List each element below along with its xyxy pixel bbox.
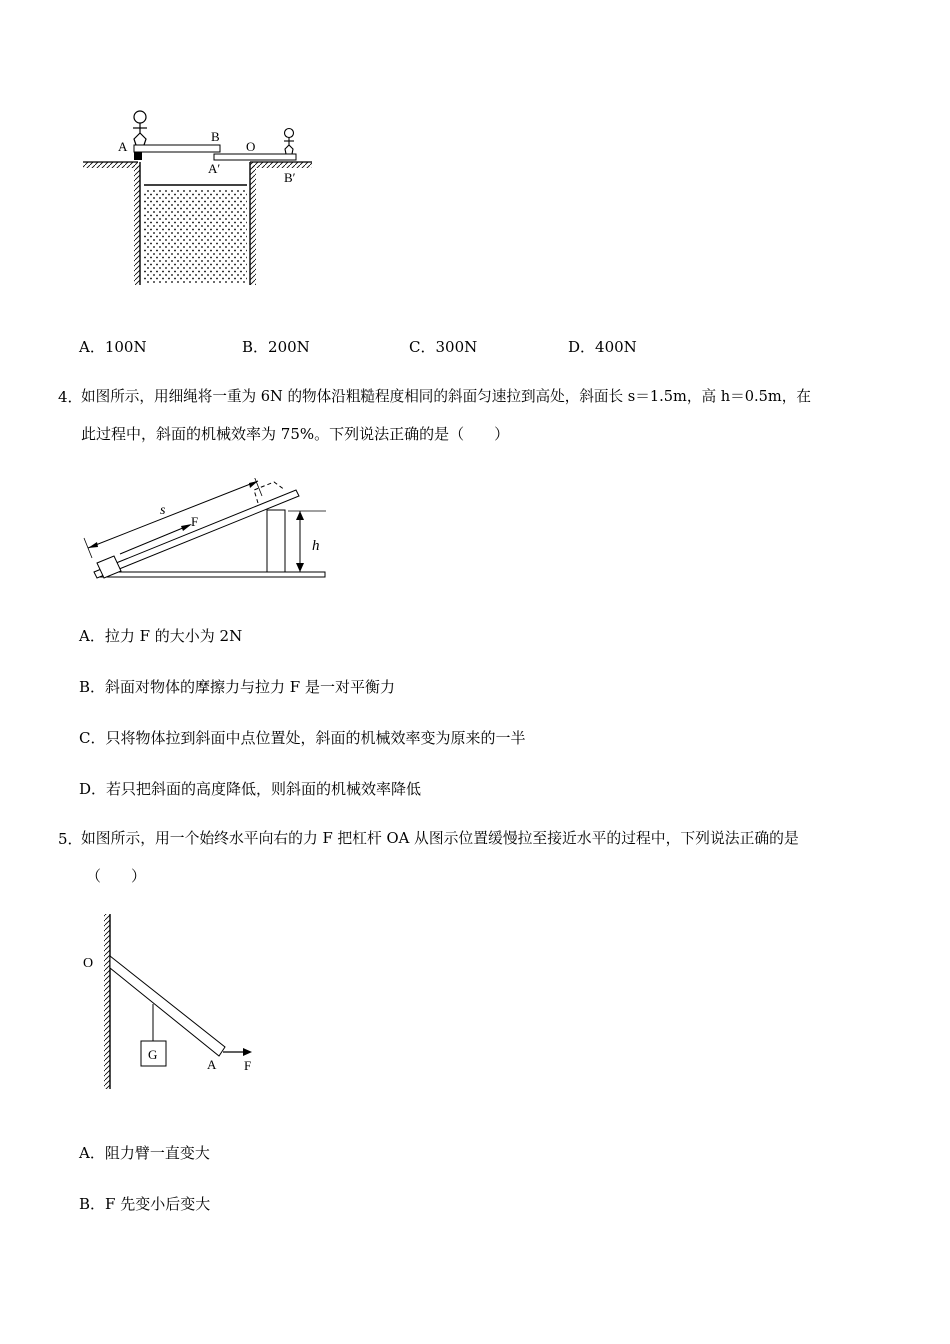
q5-stem-line2: （ ） xyxy=(86,867,147,885)
board-a-block xyxy=(134,152,142,160)
label-a: A xyxy=(118,139,128,154)
h-arrow-bottom xyxy=(296,563,304,572)
q4-stem-line2: 此过程中，斜面的机械效率为 75%。下列说法正确的是（ ） xyxy=(81,425,510,443)
incline-support xyxy=(267,510,285,572)
pit-fill xyxy=(144,189,247,283)
label-a-prime: A′ xyxy=(208,161,221,176)
person-right-icon xyxy=(284,129,294,155)
label-g: G xyxy=(148,1047,158,1062)
q3-option-d[interactable]: D．400N xyxy=(568,338,637,356)
q4-option-b[interactable]: B．斜面对物体的摩擦力与拉力 F 是一对平衡力 xyxy=(79,678,395,696)
label-f: F xyxy=(244,1058,252,1073)
h-arrow-top xyxy=(296,511,304,520)
figure-q3-lever-pit xyxy=(80,105,330,290)
q3-option-a[interactable]: A．100N xyxy=(79,338,147,356)
ground-left-hatch xyxy=(83,162,138,168)
q3-option-c[interactable]: C．300N xyxy=(409,338,478,356)
label-f: F xyxy=(191,514,199,529)
q5-option-a[interactable]: A．阻力臂一直变大 xyxy=(79,1144,210,1162)
lever-oa xyxy=(110,956,225,1056)
pit-wall-left-hatch xyxy=(134,165,140,285)
q4-stem-line1: 如图所示，用细绳将一重为 6N 的物体沿粗糙程度相同的斜面匀速拉到高处，斜面长 s＝1.5m，高 h＝0.5m，在 xyxy=(81,388,811,405)
q5-number: 5． xyxy=(58,830,83,848)
label-h: h xyxy=(312,538,320,554)
q4-number: 4． xyxy=(58,388,83,406)
board-a-prime-b-prime xyxy=(214,154,296,160)
s-dimension-line xyxy=(88,481,258,548)
force-f-arrowhead xyxy=(243,1048,252,1056)
ground-right-hatch xyxy=(250,162,312,168)
figure-q5-lever xyxy=(80,910,270,1095)
pit-wall-right-hatch xyxy=(250,165,256,285)
person-left-icon xyxy=(133,111,147,145)
q4-option-a[interactable]: A．拉力 F 的大小为 2N xyxy=(79,627,243,645)
q4-option-d[interactable]: D．若只把斜面的高度降低，则斜面的机械效率降低 xyxy=(79,780,422,798)
label-o: O xyxy=(246,139,256,154)
figure-q4-incline xyxy=(80,478,335,583)
incline-base xyxy=(100,572,325,577)
label-a: A xyxy=(207,1057,217,1072)
q5-option-b[interactable]: B．F 先变小后变大 xyxy=(79,1195,211,1213)
q5-stem-line1: 如图所示，用一个始终水平向右的力 F 把杠杆 OA 从图示位置缓慢拉至接近水平的过程中，下列说法正确的是 xyxy=(81,830,799,847)
q3-option-b[interactable]: B．200N xyxy=(242,338,310,356)
board-ab xyxy=(134,145,220,152)
label-o: O xyxy=(83,956,94,971)
wall-hatch xyxy=(104,914,110,1089)
q4-option-c[interactable]: C．只将物体拉到斜面中点位置处，斜面的机械效率变为原来的一半 xyxy=(79,729,526,747)
label-b-prime: B′ xyxy=(284,170,296,185)
label-s: s xyxy=(160,503,166,518)
s-arrow-left xyxy=(88,542,98,548)
label-b: B xyxy=(211,129,220,144)
